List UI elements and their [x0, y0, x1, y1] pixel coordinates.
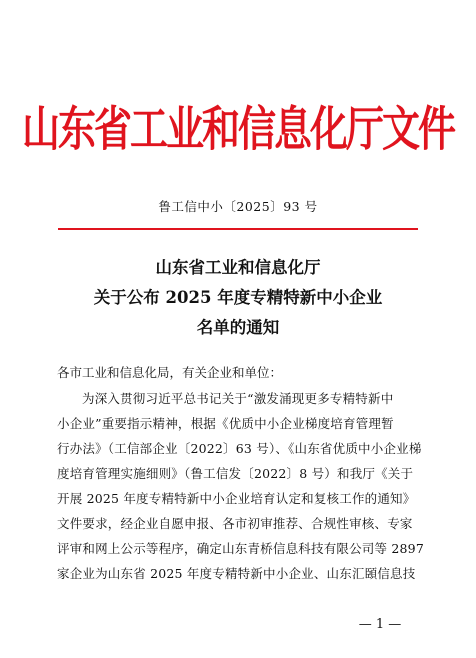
body-text-line: 开展 2025 年度专精特新中小企业培育认定和复核工作的通知》	[57, 491, 416, 506]
body-text-line: 为深入贯彻习近平总书记关于“激发涌现更多专精特新中	[82, 391, 394, 406]
notice-heading-line-3: 名单的通知	[196, 318, 280, 337]
body-text-line: 度培育管理实施细则》（鲁工信发〔2022〕8 号）和我厅《关于	[57, 466, 414, 481]
red-divider-rule	[58, 228, 418, 230]
body-text-line: 文件要求，经企业自愿申报、各市初审推荐、合规性审核、专家	[57, 516, 413, 531]
document-number: 鲁工信中小〔2025〕93 号	[158, 199, 318, 214]
salutation: 各市工业和信息化局，有关企业和单位：	[57, 365, 283, 380]
body-text-line: 小企业”重要指示精神，根据《优质中小企业梯度培育管理暂	[57, 416, 394, 431]
body-text-line: 行办法》（工信部企业〔2022〕63 号）、《山东省优质中小企业梯	[57, 441, 422, 456]
page-number: — 1 —	[358, 617, 402, 632]
body-text-line: 评审和网上公示等程序，确定山东青桥信息科技有限公司等 2897	[57, 541, 424, 556]
notice-heading-line-1: 山东省工业和信息化厅	[155, 258, 321, 277]
body-text-line: 家企业为山东省 2025 年度专精特新中小企业、山东汇頣信息技	[57, 566, 416, 581]
notice-heading-line-2: 关于公布 2025 年度专精特新中小企业	[93, 288, 383, 307]
document-header-title: 山东省工业和信息化厅文件	[21, 101, 454, 157]
